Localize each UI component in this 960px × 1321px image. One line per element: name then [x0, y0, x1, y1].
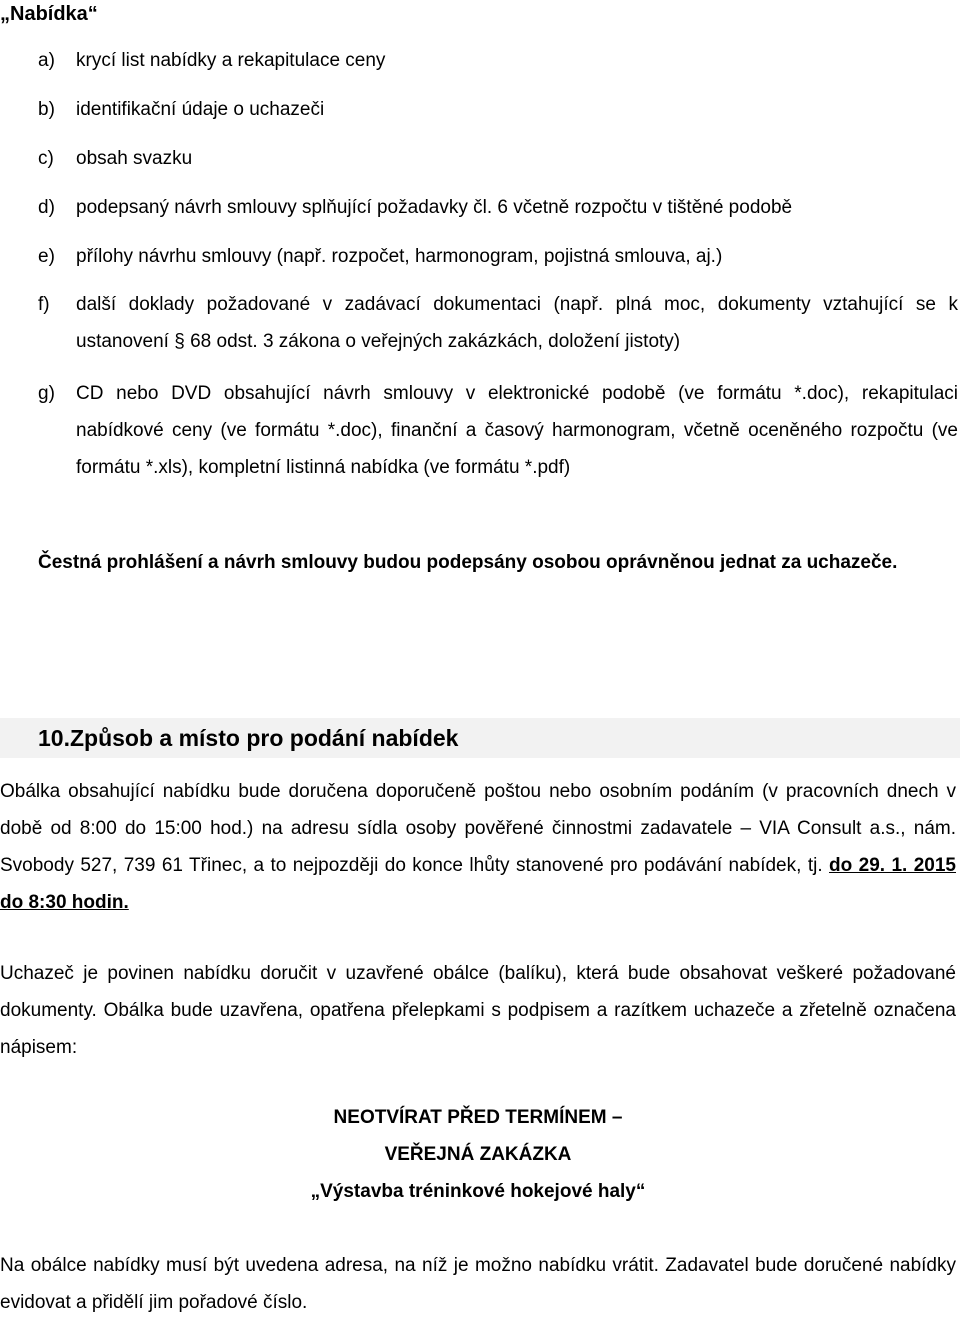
submission-text: Obálka obsahující nabídku bude doručena doporučeně poštou nebo osobním podáním (v pracovních dnech v době od 8:00 do 15:00 hod.) na adresu sídla osoby pověřené činnostmi zadavatele – VIA Consult a.s., nám. Svobody 527, 739 61 Třinec, a to nejpozději do konce lhůty stanovené pro podávání nabídek, tj.: [0, 781, 956, 876]
section-title: Způsob a místo pro podání nabídek: [69, 725, 459, 751]
list-text: další doklady požadované v zadávací dokumentaci (např. plná moc, dokumenty vztahující se k ustanovení § 68 odst. 3 zákona o veřejných zakázkách, doložení jistoty): [76, 294, 958, 352]
list-letter: a): [38, 50, 55, 71]
list-letter: b): [38, 99, 55, 120]
list-text: krycí list nabídky a rekapitulace ceny: [76, 50, 386, 71]
list-text: podepsaný návrh smlouvy splňující požadavky čl. 6 včetně rozpočtu v tištěné podobě: [76, 197, 793, 218]
list-item: [38, 91, 958, 128]
section-heading: [38, 721, 458, 755]
deadline-text: do 29. 1. 2015 do 8:30 hodin.: [0, 855, 956, 913]
list-letter: f): [38, 294, 50, 315]
list-item: [38, 286, 958, 360]
list-letter: g): [38, 383, 55, 404]
list-item: [38, 375, 958, 486]
list-letter: d): [38, 197, 55, 218]
list-text: CD nebo DVD obsahující návrh smlouvy v elektronické podobě (ve formátu *.doc), rekapitulaci nabídkové ceny (ve formátu *.doc), finanční a časový harmonogram, včetně oceněného rozpočtu (ve formátu *.xls), kompletní listinná nabídka (ve formátu *.pdf): [76, 383, 958, 478]
list-letter: c): [38, 148, 54, 169]
list-item: [38, 42, 958, 79]
envelope-label-line: NEOTVÍRAT PŘED TERMÍNEM –: [333, 1107, 623, 1128]
list-item: [38, 238, 958, 275]
list-item: [38, 140, 958, 177]
list-text: obsah svazku: [76, 148, 193, 169]
list-text: přílohy návrhu smlouvy (např. rozpočet, harmonogram, pojistná smlouva, aj.): [76, 246, 723, 267]
section-number: 10.: [38, 725, 70, 751]
list-item: [38, 189, 958, 226]
return-address-paragraph: Na obálce nabídky musí být uvedena adresa, na níž je možno nabídku vrátit. Zadavatel bude doručené nabídky evidovat a přidělí jim pořadové číslo.: [0, 1255, 956, 1313]
submission-paragraph: [0, 773, 956, 921]
offer-heading: „Nabídka“: [0, 3, 98, 25]
declaration-paragraph: Čestná prohlášení a návrh smlouvy budou podepsány osobou oprávněnou jednat za uchazeče.: [38, 552, 898, 573]
list-text: identifikační údaje o uchazeči: [76, 99, 325, 120]
envelope-label-line: VEŘEJNÁ ZAKÁZKA: [384, 1144, 572, 1165]
envelope-label-line: „Výstavba tréninkové hokejové haly“: [310, 1181, 646, 1202]
envelope-paragraph: Uchazeč je povinen nabídku doručit v uzavřené obálce (balíku), která bude obsahovat veškeré požadované dokumenty. Obálka bude uzavřena, opatřena přelepkami s podpisem a razítkem uchazeče a zřetelně označena nápisem:: [0, 963, 956, 1058]
list-letter: e): [38, 246, 55, 267]
